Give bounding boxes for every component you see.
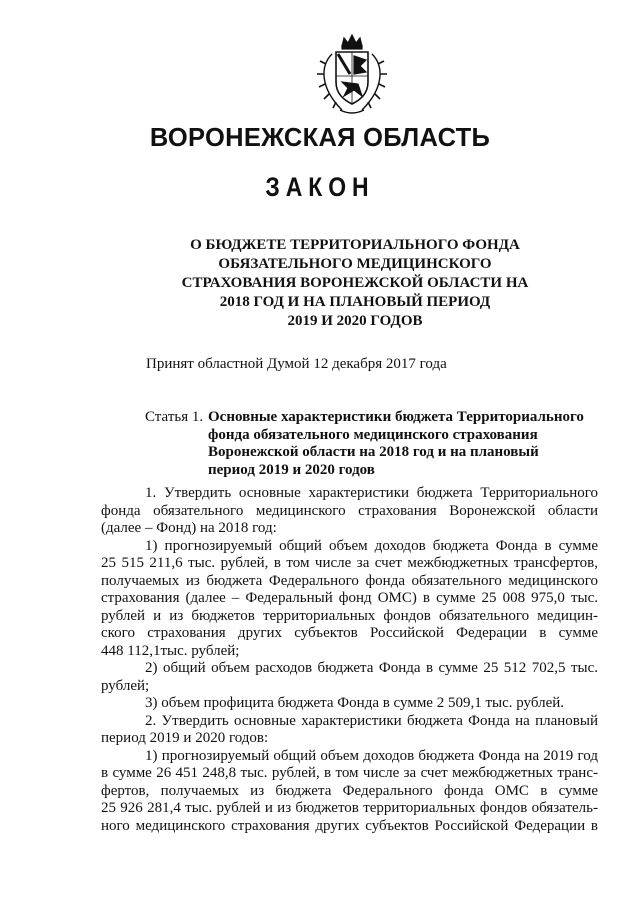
law-title-line: СТРАХОВАНИЯ ВОРОНЕЖСКОЙ ОБЛАСТИ НА bbox=[181, 275, 529, 291]
article-heading-line: Основные характеристики бюджета Территориального bbox=[208, 409, 584, 425]
body-line: 1) прогнозируемый общий объем доходов бюджета Фонда на 2019 год bbox=[145, 747, 598, 764]
body-line: 1) прогнозируемый общий объем доходов бюджета Фонда в сумме bbox=[145, 537, 598, 554]
body-paragraph bbox=[101, 748, 598, 836]
body-paragraph bbox=[101, 695, 598, 713]
body-line: рублей и из бюджетов территориальных фондов обязательного медицин- bbox=[101, 607, 598, 624]
law-title-line: О БЮДЖЕТЕ ТЕРРИТОРИАЛЬНОГО ФОНДА bbox=[190, 237, 520, 253]
article-body bbox=[101, 485, 598, 835]
body-line: страхования (далее – Федеральный фонд ОМС) в сумме 25 008 975,0 тыс. bbox=[101, 590, 598, 606]
body-line: ского страхования других субъектов Российской Федерации в сумме bbox=[101, 625, 598, 641]
document-type: ЗАКОН bbox=[265, 172, 375, 202]
body-line: 2. Утвердить основные характеристики бюджета Фонда на плановый bbox=[145, 712, 598, 729]
body-paragraph bbox=[101, 660, 598, 695]
body-line: фонда обязательного медицинского страхования Воронежской области bbox=[101, 502, 598, 519]
body-line: ного медицинского страхования других субъектов Российской Федерации в bbox=[101, 817, 598, 834]
body-line: 3) объем профицита бюджета Фонда в сумме 2 509,1 тыс. рублей. bbox=[145, 695, 565, 711]
body-paragraph bbox=[101, 485, 598, 538]
law-title-line: 2018 ГОД И НА ПЛАНОВЫЙ ПЕРИОД bbox=[219, 294, 491, 310]
law-title bbox=[150, 236, 560, 331]
article-heading bbox=[208, 409, 608, 479]
body-line: 1. Утвердить основные характеристики бюджета Территориального bbox=[145, 485, 598, 501]
body-line: (далее – Фонд) на 2018 год: bbox=[101, 520, 277, 536]
region-name: ВОРОНЕЖСКАЯ ОБЛАСТЬ bbox=[149, 124, 491, 152]
body-line: рублей; bbox=[101, 677, 150, 694]
body-line: 2) общий объем расходов бюджета Фонда в сумме 25 512 702,5 тыс. bbox=[145, 660, 598, 676]
body-paragraph bbox=[101, 713, 598, 748]
article-heading-line: Воронежской области на 2018 год и на плановый bbox=[208, 444, 539, 460]
body-line: получаемых из бюджета Федерального фонда обязательного медицинского bbox=[101, 572, 598, 589]
body-line: 25 926 281,4 тыс. рублей и из бюджетов территориальных фондов обязатель- bbox=[101, 800, 598, 816]
body-line: в сумме 26 451 248,8 тыс. рублей, в том числе за счет межбюджетных транс- bbox=[101, 765, 598, 781]
adoption-date: Принят областной Думой 12 декабря 2017 года bbox=[146, 356, 447, 372]
body-line: период 2019 и 2020 годов: bbox=[101, 730, 269, 746]
body-line: 448 112,1тыс. рублей; bbox=[101, 642, 240, 659]
article-label: Статья 1. bbox=[145, 409, 204, 425]
body-paragraph bbox=[101, 538, 598, 661]
article-heading-line: период 2019 и 2020 годов bbox=[208, 461, 375, 478]
body-line: фертов, получаемых из бюджета Федерального фонда ОМС в сумме bbox=[101, 782, 598, 799]
law-title-line: ОБЯЗАТЕЛЬНОГО МЕДИЦИНСКОГО bbox=[218, 256, 492, 272]
law-title-line: 2019 И 2020 ГОДОВ bbox=[287, 313, 423, 329]
coat-of-arms-icon bbox=[312, 30, 392, 116]
body-line: 25 515 211,6 тыс. рублей, в том числе за счет межбюджетных трансфертов, bbox=[101, 555, 598, 571]
article-heading-line: фонда обязательного медицинского страхования bbox=[208, 426, 538, 443]
